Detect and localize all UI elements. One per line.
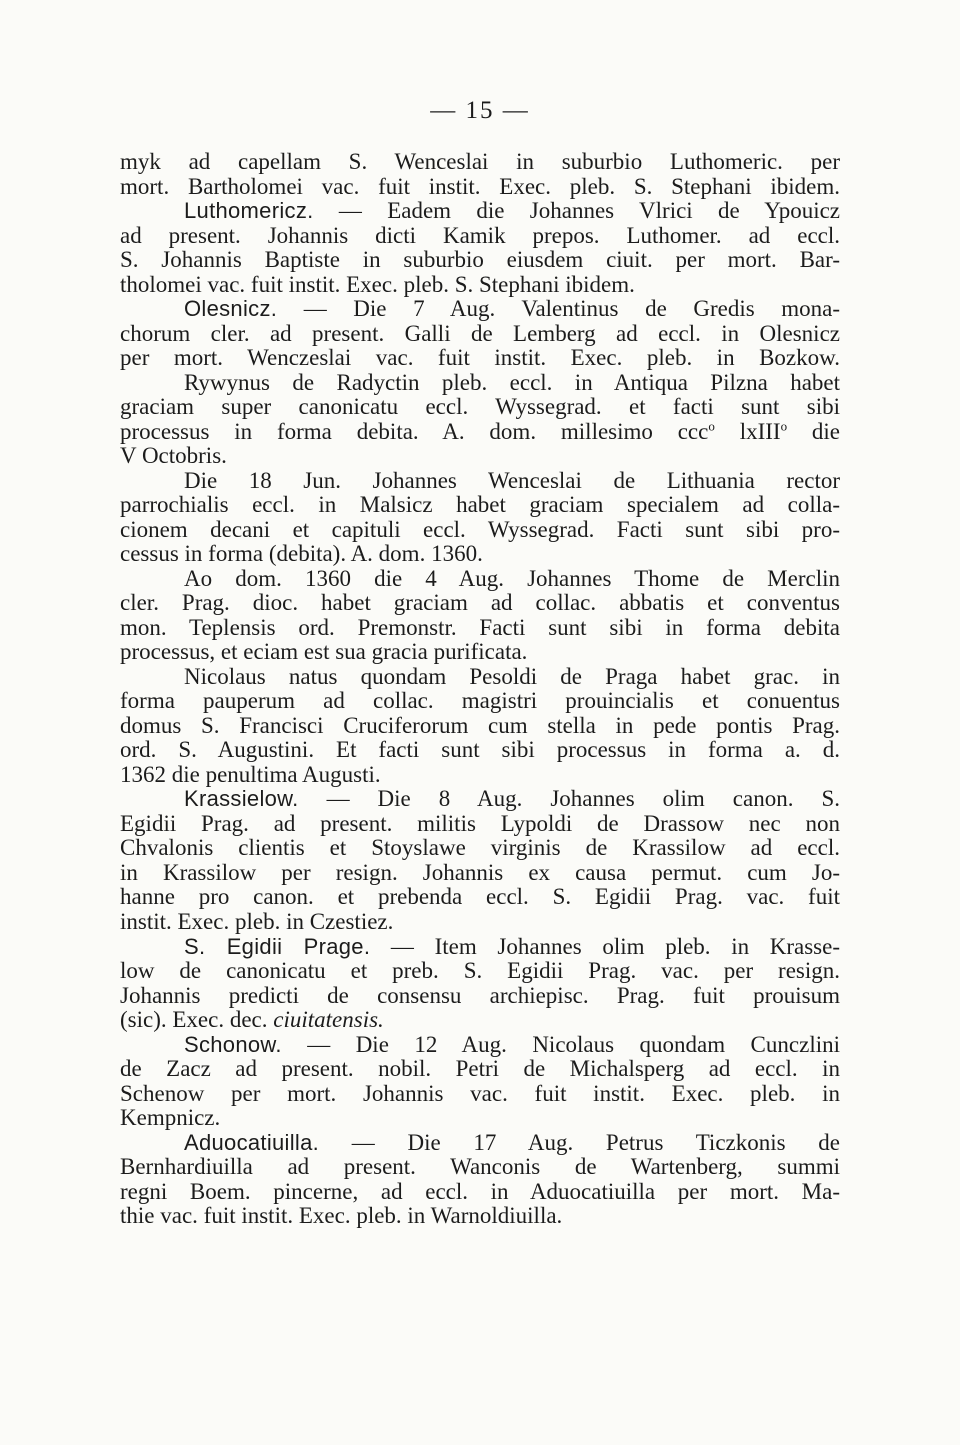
text-line: [120, 1155, 840, 1180]
line-text: die: [787, 419, 840, 444]
line-text: per mort. Wenczeslai vac. fuit instit. Exec. pleb. in Bozkow.: [120, 346, 840, 371]
line-text: forma pauperum ad collac. magistri prouincialis et conuentus: [120, 689, 840, 714]
line-text: — Item Johannes olim pleb. in Krasse-: [370, 934, 840, 959]
text-line: [120, 395, 840, 420]
line-text: myk ad capellam S. Wenceslai in suburbio Luthomeric. per: [120, 150, 840, 174]
line-text: Nicolaus natus quondam Pesoldi de Praga habet grac. in: [184, 664, 840, 689]
place-heading: Krassielow.: [184, 787, 299, 812]
text-line: [120, 224, 840, 249]
line-text: graciam super canonicatu eccl. Wyssegrad. et facti sunt sibi: [120, 395, 840, 420]
line-text: — Die 12 Aug. Nicolaus quondam Cunczlini: [281, 1032, 840, 1057]
text-line: [120, 1131, 840, 1156]
text-line: [120, 763, 840, 788]
line-text: — Die 7 Aug. Valentinus de Gredis mona-: [277, 297, 840, 322]
text-line: [120, 959, 840, 984]
text-line: [120, 469, 840, 494]
line-text: Chvalonis clientis et Stoyslawe virginis de Krassilow ad eccl.: [120, 836, 840, 861]
text-line: [120, 199, 840, 224]
place-heading: Olesnicz.: [184, 297, 278, 322]
text-line: [120, 738, 840, 763]
text-line: [120, 689, 840, 714]
superscript: o: [780, 419, 788, 434]
line-text: Egidii Prag. ad present. militis Lypoldi de Drassow nec non: [120, 811, 840, 836]
line-text: — Die 8 Aug. Johannes olim canon. S.: [298, 787, 840, 812]
line-text: processus in forma debita. A. dom. millesimo ccc: [120, 419, 709, 444]
line-text: Kempnicz.: [120, 1106, 221, 1131]
text-line: [120, 1204, 840, 1229]
line-text: S. Johannis Baptiste in suburbio eiusdem ciuit. per mort. Bar-: [120, 248, 840, 273]
text-line: [120, 1057, 840, 1082]
line-text: (sic). Exec. dec.: [120, 1008, 274, 1033]
line-text: lxIII: [714, 419, 781, 444]
text-line: [120, 346, 840, 371]
line-text: cionem decani et capituli eccl. Wyssegrad. Facti sunt sibi pro-: [120, 517, 840, 542]
page-number: — 15 —: [430, 97, 530, 124]
line-text: de Zacz ad present. nobil. Petri de Michalsperg ad eccl. in: [120, 1057, 840, 1082]
line-text: low de canonicatu et preb. S. Egidii Prag. vac. per resign.: [120, 959, 840, 984]
text-line: [120, 297, 840, 322]
text-line: [120, 567, 840, 592]
line-text: V Octobris.: [120, 444, 227, 469]
text-line: [120, 493, 840, 518]
line-text: ord. S. Augustini. Et facti sunt sibi processus in forma a. d.: [120, 738, 840, 763]
text-line: [120, 322, 840, 347]
text-line: [120, 616, 840, 641]
text-line: [120, 150, 840, 175]
line-text: tholomei vac. fuit instit. Exec. pleb. S. Stephani ibidem.: [120, 272, 635, 297]
italic-text: ciuitatensis.: [273, 1008, 384, 1033]
place-heading: Aduocatiuilla.: [184, 1130, 320, 1155]
line-text: cessus in forma (debita). A. dom. 1360.: [120, 542, 483, 567]
line-text: — Die 17 Aug. Petrus Ticzkonis de: [319, 1130, 840, 1155]
text-line: [120, 1082, 840, 1107]
text-line: [120, 248, 840, 273]
text-line: [120, 1180, 840, 1205]
line-text: instit. Exec. pleb. in Czestiez.: [120, 909, 394, 934]
text-line: [120, 836, 840, 861]
line-text: Ao dom. 1360 die 4 Aug. Johannes Thome de Merclin: [184, 566, 840, 591]
line-text: domus S. Francisci Cruciferorum cum stella in pede pontis Prag.: [120, 713, 840, 738]
line-text: Schenow per mort. Johannis vac. fuit instit. Exec. pleb. in: [120, 1081, 840, 1106]
line-text: Rywynus de Radyctin pleb. eccl. in Antiqua Pilzna habet: [184, 370, 840, 395]
text-line: [120, 984, 840, 1009]
line-text: processus, et eciam est sua gracia purificata.: [120, 640, 528, 665]
text-line: [120, 371, 840, 396]
line-text: Johannis predicti de consensu archiepisc. Prag. fuit prouisum: [120, 983, 840, 1008]
line-text: mon. Teplensis ord. Premonstr. Facti sunt sibi in forma debita: [120, 615, 840, 640]
line-text: Bernhardiuilla ad present. Wanconis de Wartenberg, summi: [120, 1155, 840, 1180]
text-line: [120, 273, 840, 298]
text-line: [120, 665, 840, 690]
text-line: [120, 812, 840, 837]
text-line: [120, 175, 840, 200]
line-text: hanne pro canon. et prebenda eccl. S. Egidii Prag. vac. fuit: [120, 885, 840, 910]
place-heading: Luthomericz.: [184, 199, 314, 224]
line-text: parrochialis eccl. in Malsicz habet graciam specialem ad colla-: [120, 493, 840, 518]
text-line: [120, 1008, 840, 1033]
line-text: thie vac. fuit instit. Exec. pleb. in Warnoldiuilla.: [120, 1204, 563, 1229]
text-line: [120, 444, 840, 469]
place-heading: S. Egidii Prage.: [184, 934, 371, 959]
line-text: regni Boem. pincerne, ad eccl. in Aduocatiuilla per mort. Ma-: [120, 1179, 840, 1204]
text-line: [120, 591, 840, 616]
text-line: [120, 640, 840, 665]
line-text: 1362 die penultima Augusti.: [120, 762, 381, 787]
text-line: [120, 1033, 840, 1058]
text-line: [120, 787, 840, 812]
line-text: cler. Prag. dioc. habet graciam ad collac. abbatis et conventus: [120, 591, 840, 616]
body-text: [120, 150, 840, 1229]
line-text: Die 18 Jun. Johannes Wenceslai de Lithuania rector: [184, 468, 840, 493]
text-line: [120, 935, 840, 960]
superscript: o: [708, 419, 715, 434]
line-text: — Eadem die Johannes Vlrici de Ypouicz: [313, 199, 840, 224]
text-line: [120, 910, 840, 935]
text-line: [120, 714, 840, 739]
line-text: mort. Bartholomei vac. fuit instit. Exec. pleb. S. Stephani ibidem.: [120, 174, 840, 199]
text-line: [120, 420, 840, 445]
text-line: [120, 518, 840, 543]
text-line: [120, 885, 840, 910]
line-text: in Krassilow per resign. Johannis ex causa permut. cum Jo-: [120, 860, 840, 885]
place-heading: Schonow.: [184, 1032, 282, 1057]
text-line: [120, 1106, 840, 1131]
text-line: [120, 542, 840, 567]
text-line: [120, 861, 840, 886]
line-text: ad present. Johannis dicti Kamik prepos. Luthomer. ad eccl.: [120, 223, 840, 248]
line-text: chorum cler. ad present. Galli de Lemberg ad eccl. in Olesnicz: [120, 321, 840, 346]
